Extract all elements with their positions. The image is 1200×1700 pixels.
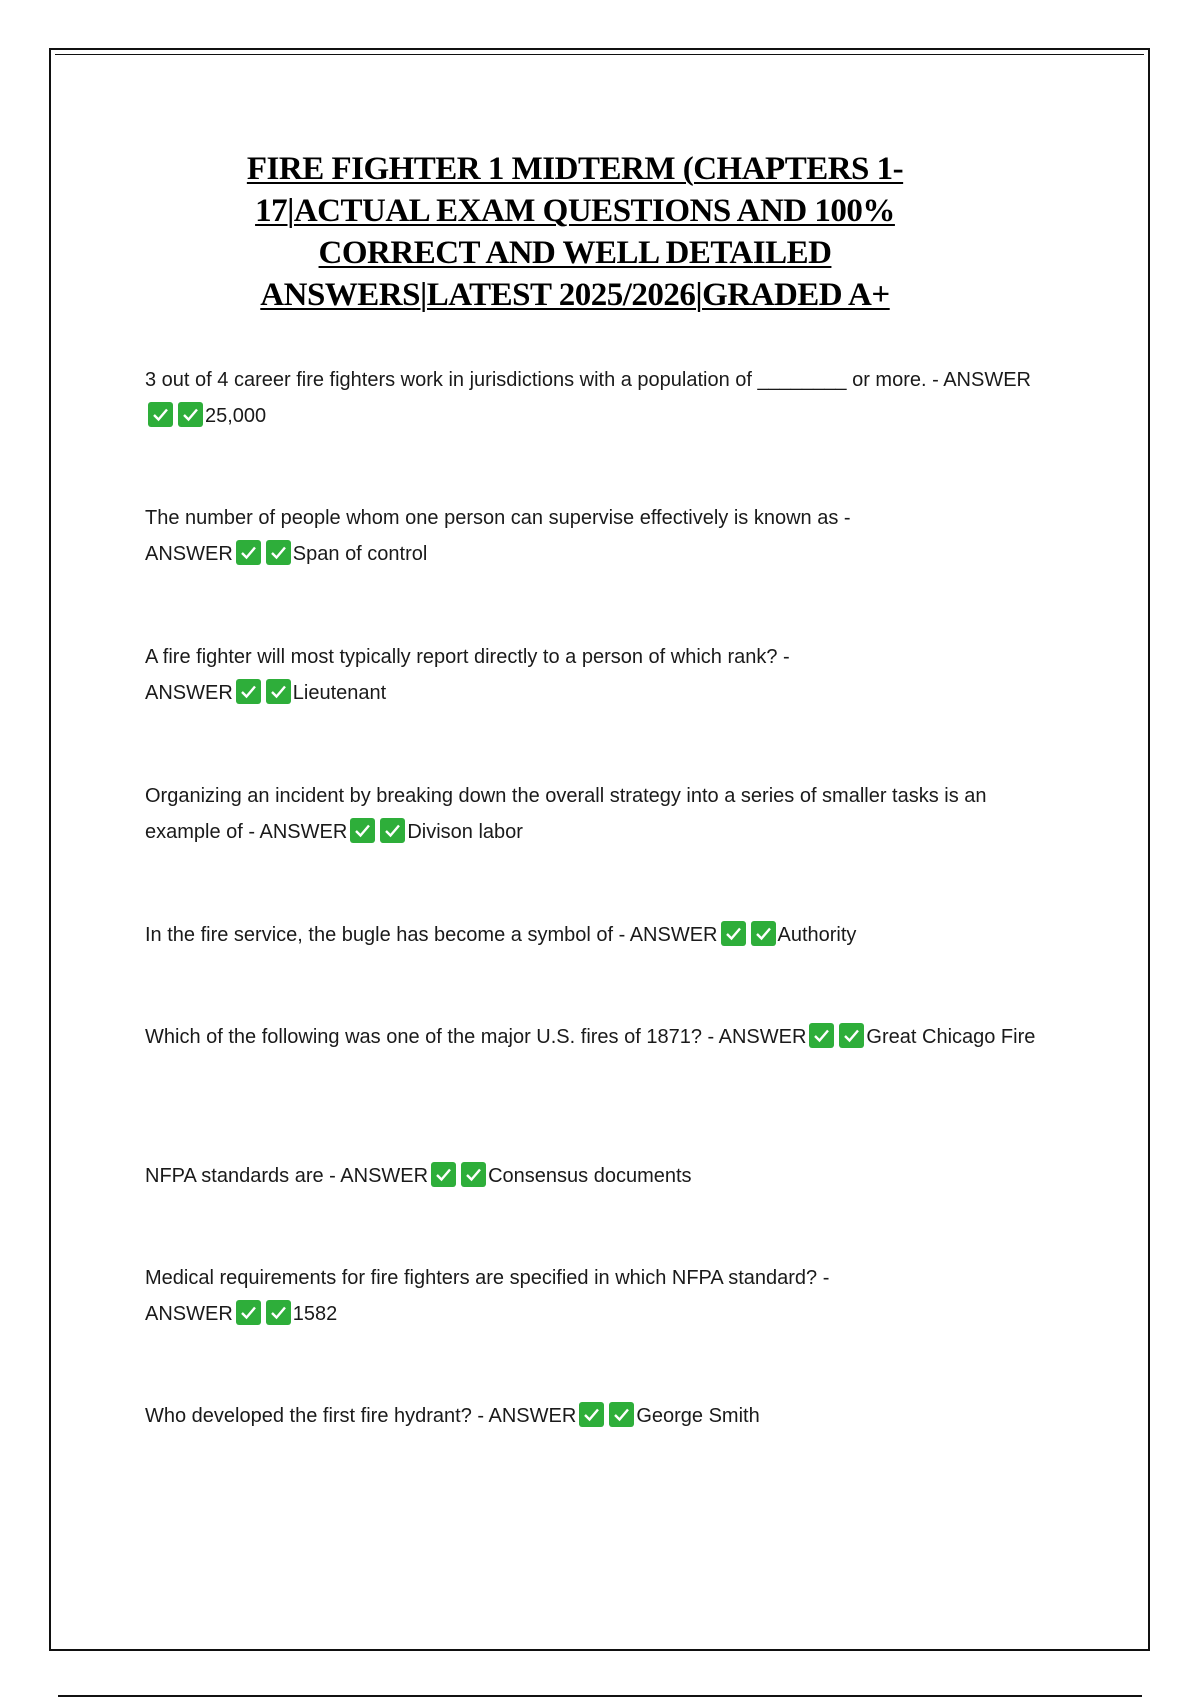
page-border-inner-rule	[55, 54, 1144, 55]
question-text: NFPA standards are -	[145, 1165, 336, 1187]
answer-text: 1582	[292, 1303, 338, 1325]
answer-label: ANSWER	[145, 543, 233, 565]
checkmark-icon	[350, 818, 375, 843]
qa-item	[145, 362, 1050, 434]
checkmark-icon	[431, 1162, 456, 1187]
checkmark-icon	[236, 1300, 261, 1325]
checkmark-icon	[609, 1402, 634, 1427]
checkmark-icon	[461, 1162, 486, 1187]
answer-label: ANSWER	[629, 924, 718, 946]
checkmark-icon	[839, 1023, 864, 1048]
answer-text: George Smith	[636, 1405, 760, 1427]
checkmark-icon	[751, 921, 776, 946]
question-text: Organizing an incident by breaking down the overall strategy into a series of smaller tasks is an example of -	[145, 785, 987, 843]
answer-label: ANSWER	[145, 1303, 233, 1325]
checkmark-icon	[148, 402, 173, 427]
answer-text: Span of control	[292, 543, 428, 565]
question-text: The number of people whom one person can supervise effectively is known as -	[145, 507, 851, 529]
qa-item	[145, 639, 1065, 711]
qa-item	[145, 1158, 1065, 1194]
answer-text: Consensus documents	[488, 1165, 692, 1187]
answer-text: 25,000	[205, 405, 267, 427]
qa-item	[145, 1019, 1065, 1055]
answer-text: Divison labor	[407, 821, 523, 843]
document-title: FIRE FIGHTER 1 MIDTERM (CHAPTERS 1-17|ACTUAL EXAM QUESTIONS AND 100% CORRECT AND WELL DETAILED ANSWERS|LATEST 2025/2026|GRADED A+	[246, 151, 904, 313]
question-text: Which of the following was one of the major U.S. fires of 1871? -	[145, 1026, 715, 1048]
answer-label: ANSWER	[943, 369, 1031, 391]
checkmark-icon	[579, 1402, 604, 1427]
qa-item	[145, 778, 1065, 850]
checkmark-icon	[380, 818, 405, 843]
checkmark-icon	[721, 921, 746, 946]
checkmark-icon	[236, 540, 261, 565]
checkmark-icon	[809, 1023, 834, 1048]
qa-item	[145, 917, 1065, 953]
question-text: A fire fighter will most typically report directly to a person of which rank? -	[145, 646, 790, 668]
qa-item	[145, 1398, 1065, 1434]
question-text: In the fire service, the bugle has become a symbol of -	[145, 924, 626, 946]
answer-text: Great Chicago Fire	[866, 1026, 1036, 1048]
question-text: Medical requirements for fire fighters are specified in which NFPA standard? -	[145, 1267, 830, 1289]
answer-text: Lieutenant	[292, 682, 387, 704]
answer-label: ANSWER	[718, 1026, 807, 1048]
qa-item	[145, 1260, 1065, 1332]
bottom-rule	[58, 1695, 1142, 1697]
checkmark-icon	[178, 402, 203, 427]
answer-label: ANSWER	[340, 1165, 429, 1187]
answer-text: Authority	[777, 924, 857, 946]
checkmark-icon	[266, 679, 291, 704]
checkmark-icon	[236, 679, 261, 704]
qa-item	[145, 500, 1065, 572]
checkmark-icon	[266, 1300, 291, 1325]
question-text: 3 out of 4 career fire fighters work in jurisdictions with a population of ________ or more. -	[145, 369, 939, 391]
checkmark-icon	[266, 540, 291, 565]
answer-label: ANSWER	[488, 1405, 577, 1427]
question-text: Who developed the first fire hydrant? -	[145, 1405, 485, 1427]
answer-label: ANSWER	[259, 821, 348, 843]
answer-label: ANSWER	[145, 682, 233, 704]
